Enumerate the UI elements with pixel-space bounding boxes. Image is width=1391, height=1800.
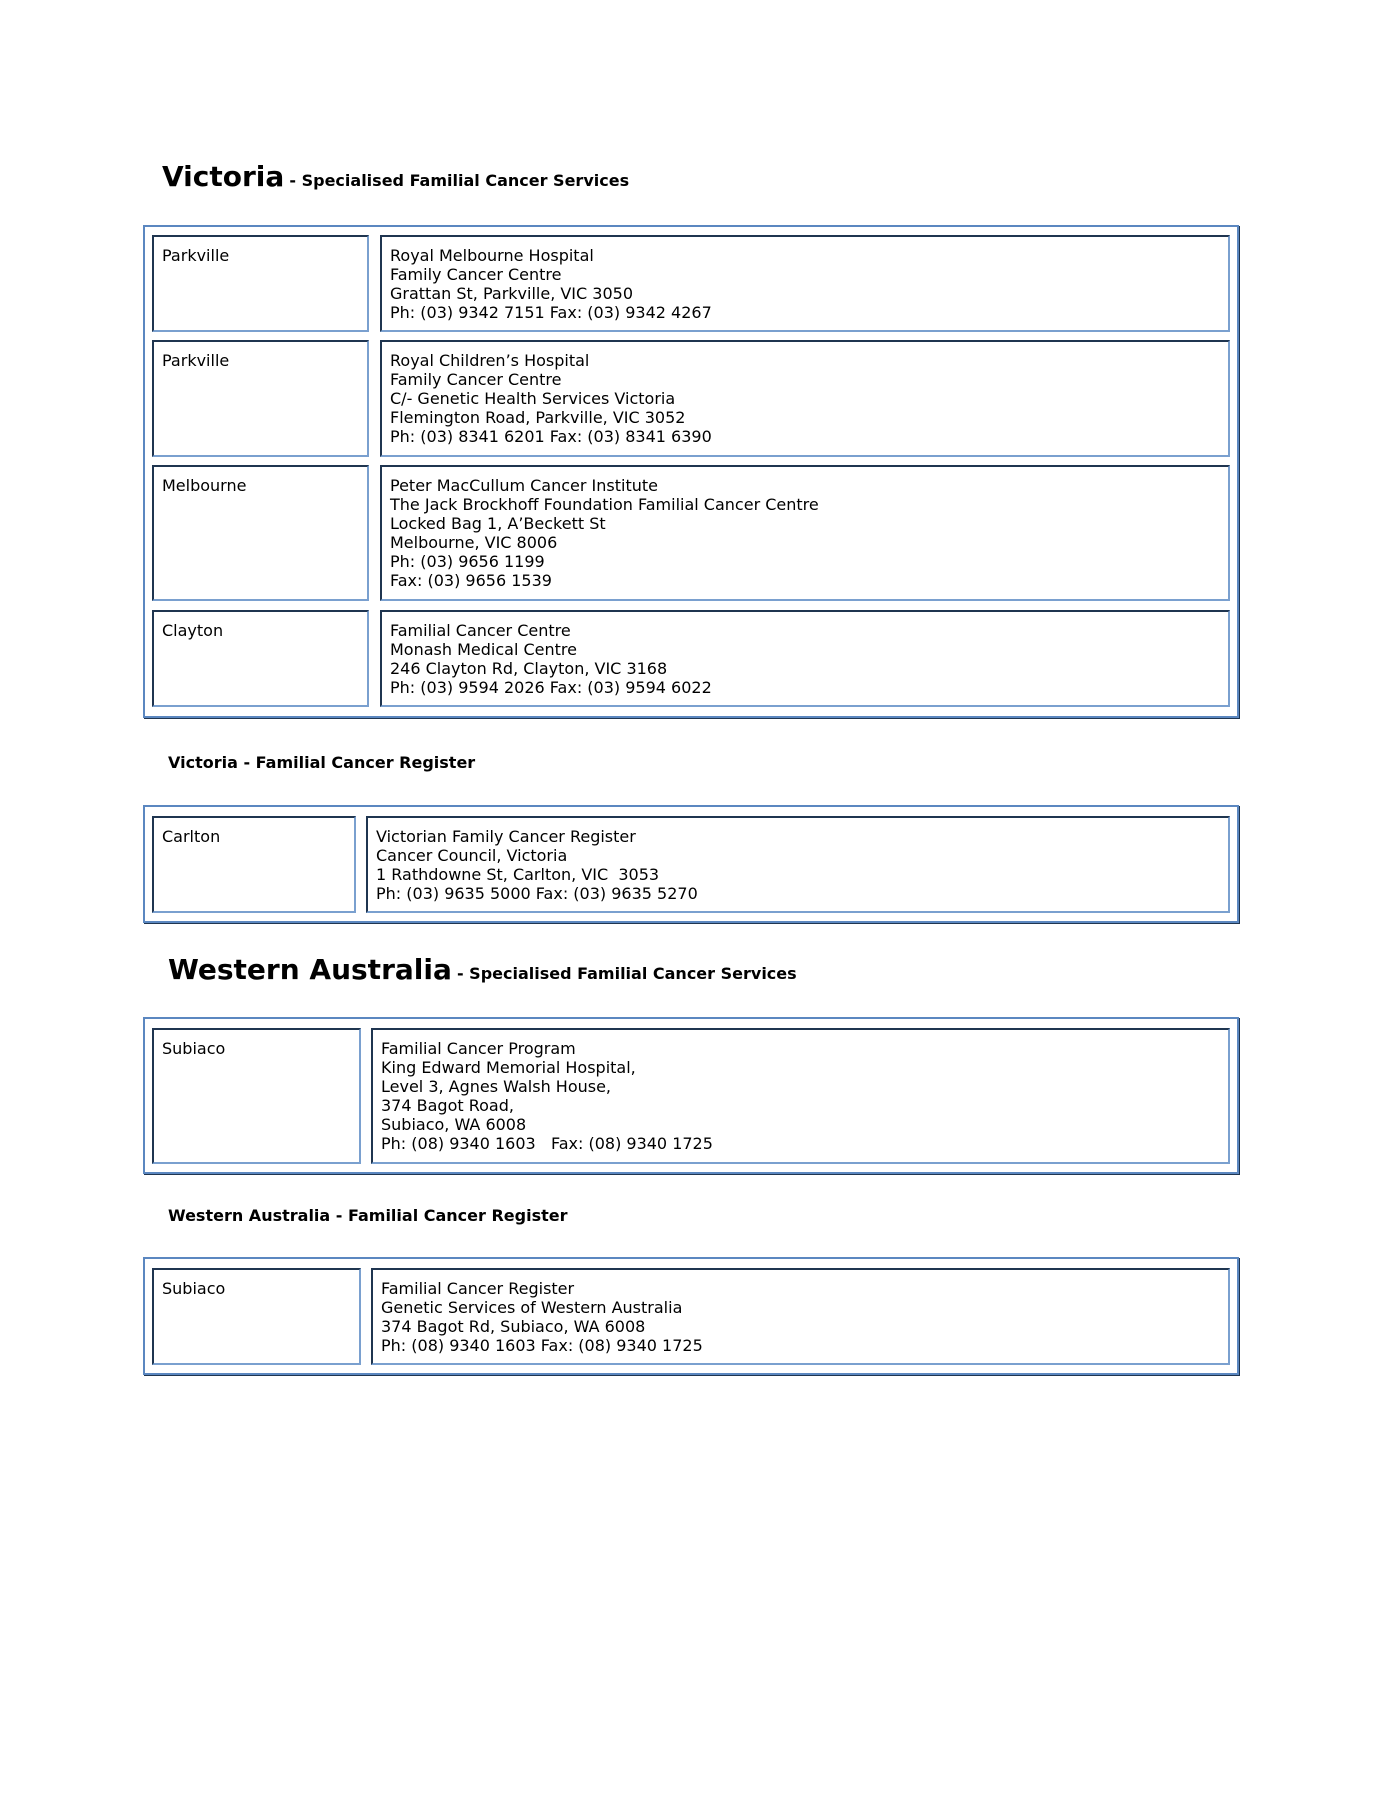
address-line: Ph: (08) 9340 1603 Fax: (08) 9340 1725 xyxy=(381,1336,703,1355)
address-line: Subiaco, WA 6008 xyxy=(381,1115,527,1134)
location-label: Subiaco xyxy=(162,1279,226,1298)
location-label: Melbourne xyxy=(162,476,247,495)
wa-services-table xyxy=(143,1017,1239,1174)
address-line: 1 Rathdowne St, Carlton, VIC 3053 xyxy=(376,865,660,884)
wa-register-heading: Western Australia - Familial Cancer Register xyxy=(168,1206,568,1225)
address-line: Melbourne, VIC 8006 xyxy=(390,533,558,552)
wa-services-heading xyxy=(168,953,797,986)
address-line: Family Cancer Centre xyxy=(390,265,562,284)
address-line: C/- Genetic Health Services Victoria xyxy=(390,389,676,408)
address-line: Ph: (08) 9340 1603 Fax: (08) 9340 1725 xyxy=(381,1134,713,1153)
section-title: Victoria xyxy=(162,160,285,193)
address-line: Ph: (03) 9594 2026 Fax: (03) 9594 6022 xyxy=(390,678,712,697)
address-line: 246 Clayton Rd, Clayton, VIC 3168 xyxy=(390,659,668,678)
address-cell xyxy=(371,1268,1230,1365)
address-line: Level 3, Agnes Walsh House, xyxy=(381,1077,612,1096)
location-cell xyxy=(152,816,356,913)
location-label: Carlton xyxy=(162,827,221,846)
address-line: The Jack Brockhoff Foundation Familial Cancer Centre xyxy=(390,495,819,514)
address-cell xyxy=(371,1028,1230,1164)
address-cell xyxy=(380,610,1230,707)
address-line: Locked Bag 1, A’Beckett St xyxy=(390,514,606,533)
address-line: Cancer Council, Victoria xyxy=(376,846,568,865)
location-label: Clayton xyxy=(162,621,224,640)
section-subtitle: - Specialised Familial Cancer Services xyxy=(456,964,797,983)
address-line: Ph: (03) 9656 1199 xyxy=(390,552,545,571)
address-cell xyxy=(380,340,1230,457)
address-line: 374 Bagot Road, xyxy=(381,1096,514,1115)
address-line: Royal Children’s Hospital xyxy=(390,351,590,370)
address-line: Familial Cancer Centre xyxy=(390,621,571,640)
location-label: Subiaco xyxy=(162,1039,226,1058)
address-line: Family Cancer Centre xyxy=(390,370,562,389)
address-line: Royal Melbourne Hospital xyxy=(390,246,594,265)
address-line: Ph: (03) 8341 6201 Fax: (03) 8341 6390 xyxy=(390,427,712,446)
address-cell xyxy=(366,816,1230,913)
location-label: Parkville xyxy=(162,246,230,265)
address-line: Ph: (03) 9342 7151 Fax: (03) 9342 4267 xyxy=(390,303,712,322)
wa-register-table xyxy=(143,1257,1239,1375)
section-title: Western Australia xyxy=(168,953,452,986)
victoria-services-table xyxy=(143,225,1239,718)
location-label: Parkville xyxy=(162,351,230,370)
address-line: Familial Cancer Register xyxy=(381,1279,575,1298)
victoria-register-heading: Victoria - Familial Cancer Register xyxy=(168,753,476,772)
address-line: Grattan St, Parkville, VIC 3050 xyxy=(390,284,633,303)
victoria-services-heading xyxy=(162,160,629,193)
address-line: Peter MacCullum Cancer Institute xyxy=(390,476,658,495)
location-cell xyxy=(152,1028,361,1164)
location-cell xyxy=(152,340,369,457)
address-cell xyxy=(380,465,1230,601)
address-cell xyxy=(380,235,1230,332)
address-line: 374 Bagot Rd, Subiaco, WA 6008 xyxy=(381,1317,646,1336)
section-subtitle: - Specialised Familial Cancer Services xyxy=(289,171,630,190)
location-cell xyxy=(152,1268,361,1365)
address-line: King Edward Memorial Hospital, xyxy=(381,1058,636,1077)
location-cell xyxy=(152,465,369,601)
location-cell xyxy=(152,235,369,332)
address-line: Flemington Road, Parkville, VIC 3052 xyxy=(390,408,686,427)
address-line: Ph: (03) 9635 5000 Fax: (03) 9635 5270 xyxy=(376,884,698,903)
address-line: Genetic Services of Western Australia xyxy=(381,1298,683,1317)
address-line: Familial Cancer Program xyxy=(381,1039,576,1058)
address-line: Monash Medical Centre xyxy=(390,640,577,659)
address-line: Fax: (03) 9656 1539 xyxy=(390,571,552,590)
address-line: Victorian Family Cancer Register xyxy=(376,827,636,846)
location-cell xyxy=(152,610,369,707)
victoria-register-table xyxy=(143,805,1239,923)
